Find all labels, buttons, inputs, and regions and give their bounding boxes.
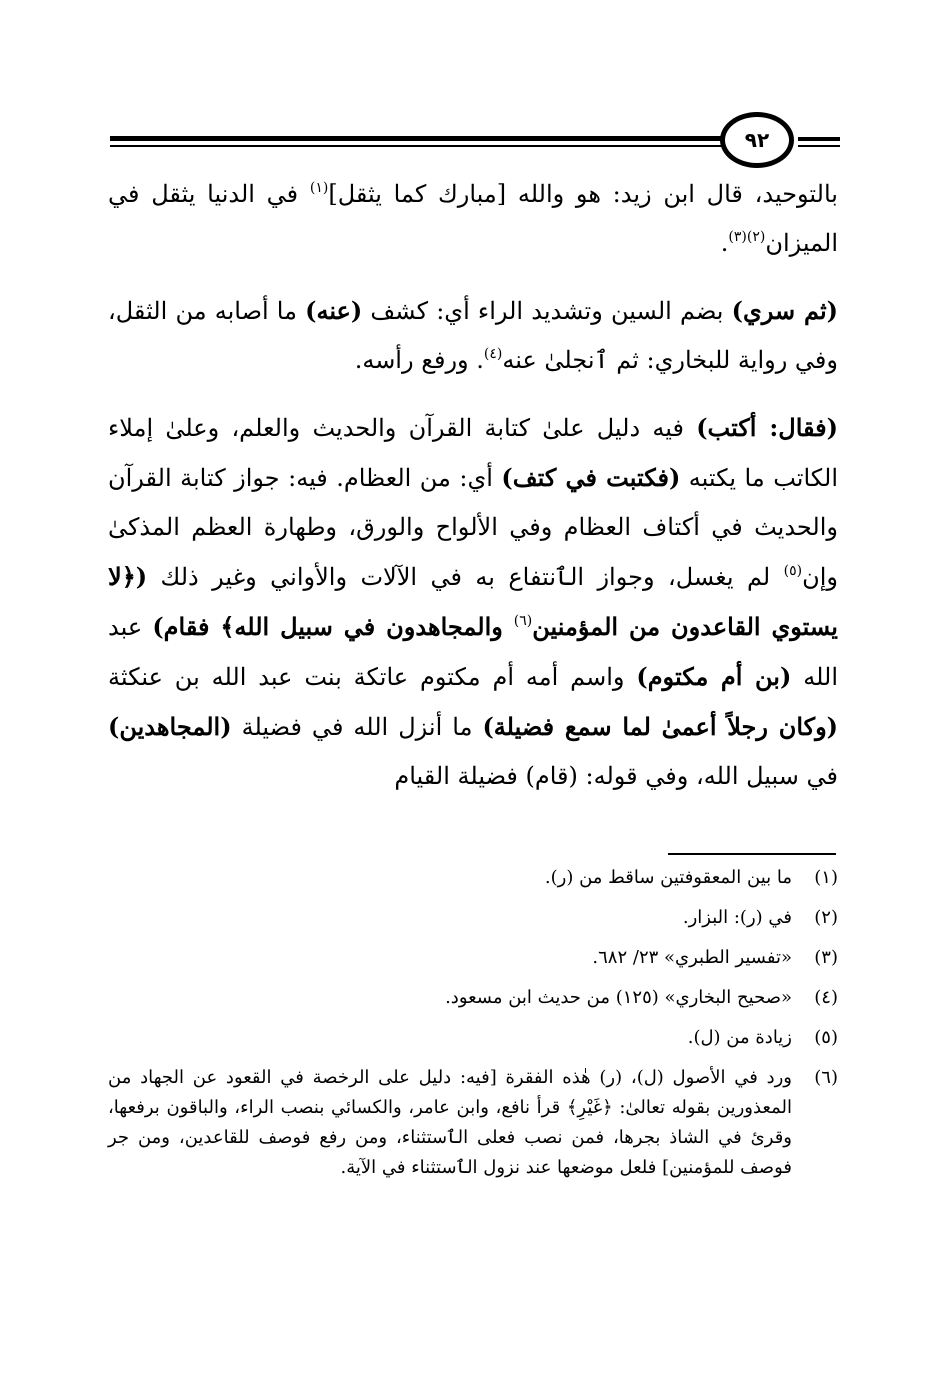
page-header	[110, 112, 840, 174]
footnote-item	[108, 903, 838, 933]
header-rule-stub-thin	[798, 145, 840, 147]
footnote-ref[interactable]: (١)	[309, 180, 329, 196]
bold-phrase: (ثم سري)	[731, 296, 839, 325]
text-run: .	[720, 229, 729, 257]
header-rule-thick	[110, 136, 722, 141]
text-run: بالتوحيد، قال ابن زيد: هو والله [مبارك كما يثقل]	[328, 180, 838, 208]
footnote-separator	[668, 853, 836, 855]
page-number: ٩٢	[744, 128, 770, 152]
text-run: في الدنيا يثقل في الميزان	[108, 180, 838, 257]
footnote-number: (٤)	[814, 987, 838, 1008]
footnote-item	[108, 943, 838, 973]
text-run: عبد الله	[108, 613, 839, 691]
text-run: ما أصابه من الثقل، وفي رواية للبخاري: ثم ٱنجلىٰ عنه	[108, 297, 838, 374]
footnote-ref[interactable]: (٤)	[483, 346, 503, 362]
text-run: . ورفع رأسه.	[354, 346, 484, 374]
paragraph-1	[108, 170, 838, 268]
footnote-item	[108, 1063, 838, 1183]
footnote-ref[interactable]: (٥)	[783, 563, 803, 579]
text-run: ما أنزل الله في فضيلة	[231, 713, 483, 741]
bold-phrase: (عنه)	[305, 296, 363, 325]
bold-phrase: (﴿لا يستوي القاعدون من المؤمنين	[108, 562, 838, 641]
bold-phrase: والمجاهدون في سبيل الله﴾ فقام)	[152, 612, 514, 641]
footnote-text: ما بين المعقوفتين ساقط من (ر).	[544, 867, 792, 888]
paragraph-3	[108, 403, 838, 801]
footnotes	[108, 863, 838, 1193]
header-rule-thin	[110, 145, 722, 147]
footnote-text: ورد في الأصول (ل)، (ر) هٰذه الفقرة [فيه: دليل على الرخصة في القعود عن الجهاد من المعذورين بقوله تعالىٰ: ﴿غَيْرِ﴾ قرأ نافع، وابن عامر، والكسائي بنصب الراء، والباقون برفعها، وقرئ في الشاذ بجرها، فمن نصب فعلى الٱستثناء، ومن رفع فوصف للقاعدين، ومن جر فوصف للمؤمنين] فلعل موضعها عند نزول الٱستثناء في الآية.	[108, 1067, 792, 1178]
header-rule-stub	[798, 137, 840, 141]
text-run: في سبيل الله، وفي قوله: (قام) فضيلة القيام	[394, 762, 838, 790]
footnote-number: (٢)	[814, 907, 838, 928]
footnote-item	[108, 1023, 838, 1053]
footnote-text: «تفسير الطبري» ٢٣/ ٦٨٢.	[592, 947, 792, 968]
bold-phrase: (وكان رجلاً أعمىٰ لما سمع فضيلة)	[482, 712, 839, 741]
bold-phrase: (فكتبت في كتف)	[501, 463, 681, 492]
bold-phrase: (فقال: أكتب)	[696, 413, 838, 442]
footnote-ref[interactable]: (٦)	[513, 613, 533, 629]
footnote-number: (٥)	[814, 1027, 838, 1048]
text-run: لم يغسل، وجواز الٱنتفاع به في الآلات والأواني وغير ذلك	[147, 563, 784, 591]
text-run: واسم أمه أم مكتوم عاتكة بنت عبد الله بن عنكثة	[108, 663, 637, 691]
paragraph-2	[108, 286, 838, 385]
footnote-item	[108, 983, 838, 1013]
bold-phrase: (المجاهدين)	[108, 712, 232, 741]
footnote-number: (٦)	[814, 1067, 838, 1088]
footnote-item	[108, 863, 838, 893]
footnote-text: «صحيح البخاري» (١٢٥) من حديث ابن مسعود.	[445, 987, 792, 1008]
text-run: أي: من العظام. فيه: جواز كتابة القرآن والحديث في أكتاف العظام وفي الألواح والورق، وطهارة العظم المذكىٰ وإن	[108, 464, 838, 591]
bold-phrase: (بن أم مكتوم)	[636, 662, 792, 691]
footnote-ref[interactable]: (٢)(٣)	[728, 229, 766, 245]
text-run: بضم السين وتشديد الراء أي: كشف	[362, 297, 732, 325]
footnote-number: (١)	[814, 867, 838, 888]
page-number-badge	[720, 112, 794, 168]
footnote-text: في (ر): البزار.	[682, 907, 792, 928]
main-text	[108, 170, 838, 819]
text-run: فيه دليل علىٰ كتابة القرآن والحديث والعلم، وعلىٰ إملاء الكاتب ما يكتبه	[108, 414, 838, 492]
footnote-text: زيادة من (ل).	[687, 1027, 792, 1048]
footnote-number: (٣)	[814, 947, 838, 968]
